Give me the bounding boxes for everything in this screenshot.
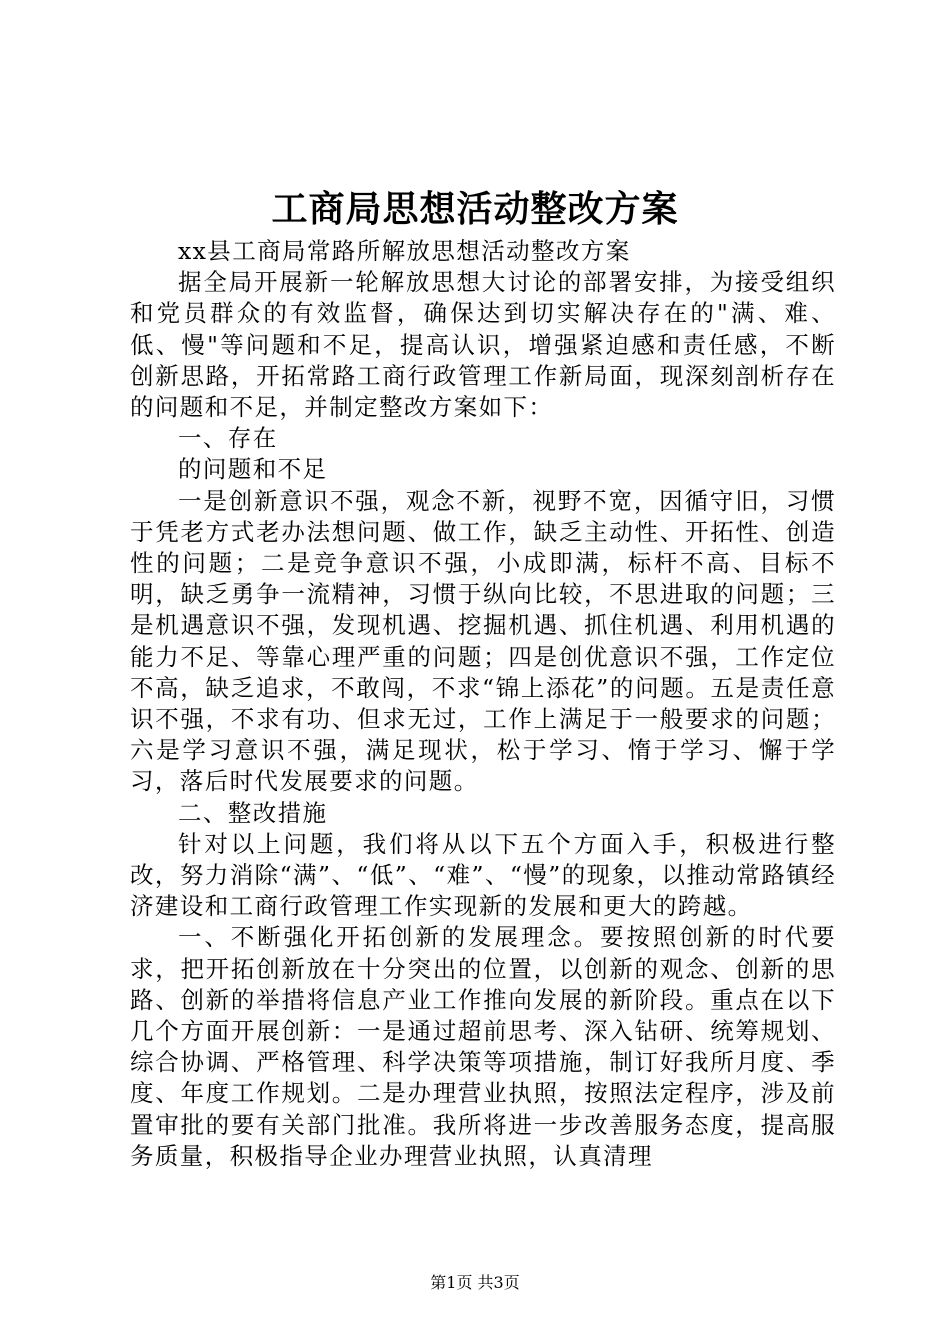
section-heading-problems-part2: 的问题和不足: [178, 455, 328, 484]
subtitle-paragraph: xx县工商局常路所解放思想活动整改方案: [178, 237, 631, 265]
section-heading-problems-part1: 一、存在: [178, 424, 278, 453]
problems-paragraph: 一是创新意识不强，观念不新，视野不宽，因循守旧，习惯于凭老方式老办法想问题、做工作，缺乏主动性、开拓性、创造性的问题；二是竞争意识不强，小成即满，标杆不高、目标不明，缺乏勇争一流精神，习惯于纵向比较，不思进取的问题；三是机遇意识不强，发现机遇、挖掘机遇、抓住机遇、利用机遇的能力不足、等靠心理严重的问题；四是创优意识不强，工作定位不高，缺乏追求，不敢闯，不求“锦上添花”的问题。五是责任意识不强，不求有功、但求无过，工作上满足于一般要求的问题；六是学习意识不强，满足现状，松于学习、惰于学习、懈于学习，落后时代发展要求的问题。: [130, 486, 836, 796]
intro-paragraph: 据全局开展新一轮解放思想大讨论的部署安排，为接受组织和党员群众的有效监督，确保达到切实解决存在的"满、难、低、慢"等问题和不足，提高认识，增强紧迫感和责任感，不断创新思路，开拓常路工商行政管理工作新局面，现深刻剖析存在的问题和不足，并制定整改方案如下：: [130, 268, 836, 422]
document-body: [130, 236, 836, 1172]
section-heading-measures: 二、整改措施: [178, 798, 328, 827]
document-title: 工商局思想活动整改方案: [271, 188, 679, 230]
measures-intro-paragraph: 针对以上问题，我们将从以下五个方面入手，积极进行整改，努力消除“满”、“低”、“难”、“慢”的现象，以推动常路镇经济建设和工商行政管理工作实现新的发展和更大的跨越。: [130, 829, 836, 921]
page-number-footer: 第1页 共3页: [430, 1273, 520, 1292]
measure-one-paragraph: 一、不断强化开拓创新的发展理念。要按照创新的时代要求，把开拓创新放在十分突出的位置，以创新的观念、创新的思路、创新的举措将信息产业工作推向发展的新阶段。重点在以下几个方面开展创新：一是通过超前思考、深入钻研、统筹规划、综合协调、严格管理、科学决策等项措施，制订好我所月度、季度、年度工作规划。二是办理营业执照，按照法定程序，涉及前置审批的要有关部门批准。我所将进一步改善服务态度，提高服务质量，积极指导企业办理营业执照，认真清理: [130, 923, 836, 1170]
